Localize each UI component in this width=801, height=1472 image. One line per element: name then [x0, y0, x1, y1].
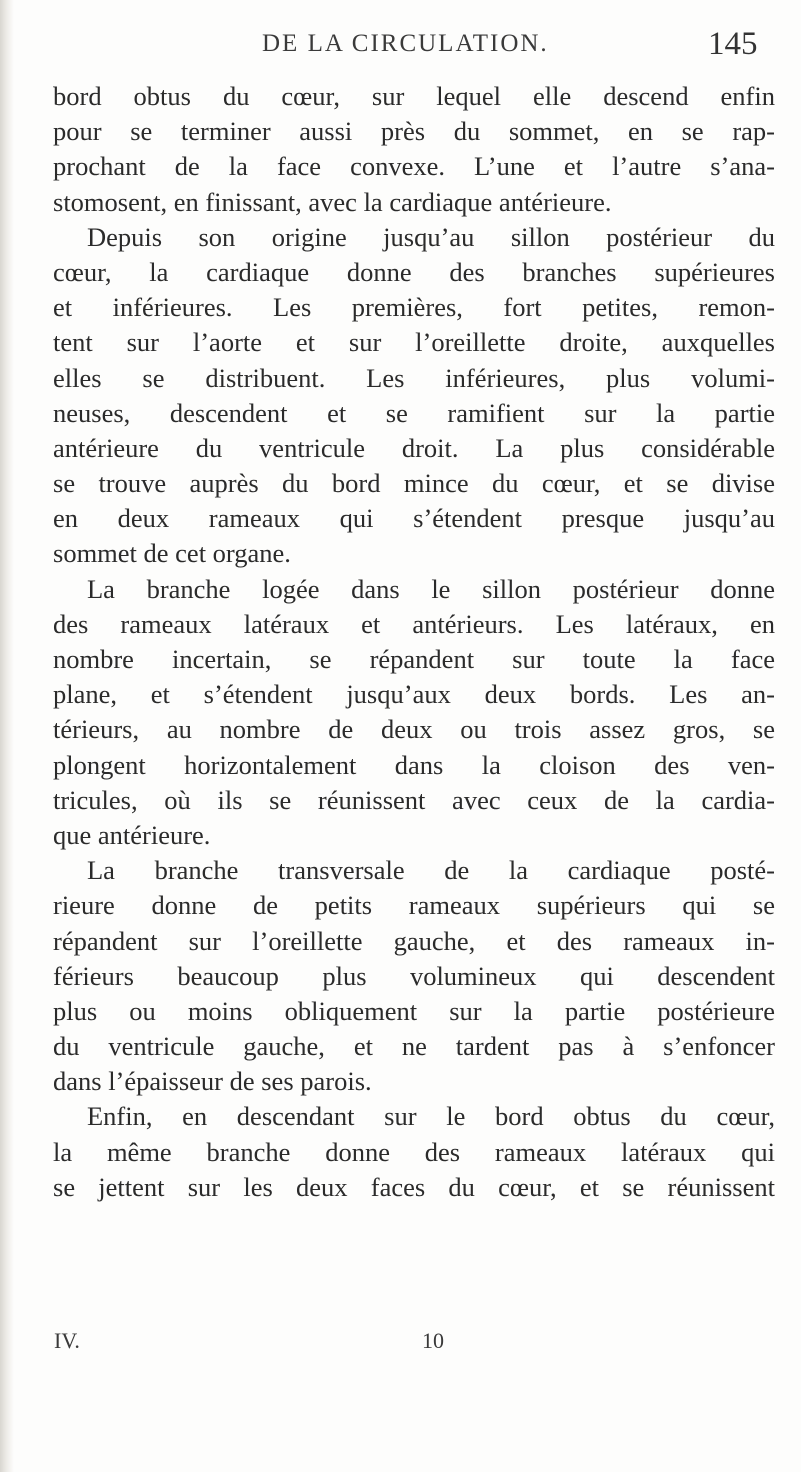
text-line: Depuis son origine jusqu’au sillon postérieur du: [87, 221, 775, 252]
paragraph: [53, 79, 775, 220]
text-line: du ventricule gauche, et ne tardent pas à s’enfoncer: [53, 1031, 775, 1062]
paragraph: [53, 572, 775, 854]
page-number: 145: [708, 26, 758, 62]
text-line: térieurs, au nombre de deux ou trois assez gros, se: [53, 714, 775, 745]
text-line: tent sur l’aorte et sur l’oreillette droite, auxquelles: [53, 327, 775, 358]
page-gutter-shadow: [0, 0, 14, 1472]
sheet-number: 10: [422, 1328, 444, 1353]
text-line: sommet de cet organe.: [53, 538, 291, 569]
page-header: [0, 26, 801, 66]
text-line: plus ou moins obliquement sur la partie postérieure: [53, 995, 775, 1026]
text-line: neuses, descendent et se ramifient sur la partie: [53, 397, 775, 428]
running-title: DE LA CIRCULATION.: [262, 30, 549, 57]
text-line: en deux rameaux qui s’étendent presque jusqu’au: [53, 503, 775, 534]
text-line: cœur, la cardiaque donne des branches supérieures: [53, 256, 775, 287]
text-line: prochant de la face convexe. L’une et l’autre s’ana-: [53, 151, 775, 182]
text-line: se trouve auprès du bord mince du cœur, et se divise: [53, 468, 775, 499]
text-line: et inférieures. Les premières, fort petites, remon-: [53, 292, 775, 323]
text-line: répandent sur l’oreillette gauche, et des rameaux in-: [53, 925, 775, 956]
paragraph: [53, 220, 775, 572]
paragraph: [53, 853, 775, 1099]
text-line: La branche logée dans le sillon postérieur donne: [87, 573, 775, 604]
text-line: nombre incertain, se répandent sur toute la face: [53, 644, 775, 674]
text-line: que antérieure.: [53, 819, 211, 850]
text-line: pour se terminer aussi près du sommet, en se rap-: [53, 116, 775, 147]
page-footer: [0, 1328, 801, 1364]
text-line: tricules, où ils se réunissent avec ceux de la cardia-: [53, 784, 775, 815]
signature-mark: IV.: [54, 1328, 80, 1353]
text-line: La branche transversale de la cardiaque posté-: [87, 855, 775, 886]
text-line: plane, et s’étendent jusqu’aux deux bords. Les an-: [53, 679, 775, 710]
text-line: rieure donne de petits rameaux supérieurs qui se: [53, 890, 775, 921]
text-line: la même branche donne des rameaux latéraux qui: [53, 1136, 775, 1167]
text-line: Enfin, en descendant sur le bord obtus du cœur,: [87, 1101, 775, 1132]
text-line: plongent horizontalement dans la cloison des ven-: [53, 749, 775, 780]
text-line: bord obtus du cœur, sur lequel elle descend enfin: [53, 81, 775, 111]
body-text: [53, 79, 775, 1205]
text-line: férieurs beaucoup plus volumineux qui descendent: [53, 960, 775, 991]
text-line: elles se distribuent. Les inférieures, plus volumi-: [53, 362, 775, 393]
text-line: stomosent, en finissant, avec la cardiaque antérieure.: [53, 186, 612, 217]
text-line: se jettent sur les deux faces du cœur, et se réunissent: [53, 1171, 775, 1202]
text-line: des rameaux latéraux et antérieurs. Les latéraux, en: [53, 608, 775, 639]
text-line: dans l’épaisseur de ses parois.: [53, 1066, 372, 1097]
paragraph: [53, 1099, 775, 1205]
text-line: antérieure du ventricule droit. La plus considérable: [53, 432, 775, 463]
